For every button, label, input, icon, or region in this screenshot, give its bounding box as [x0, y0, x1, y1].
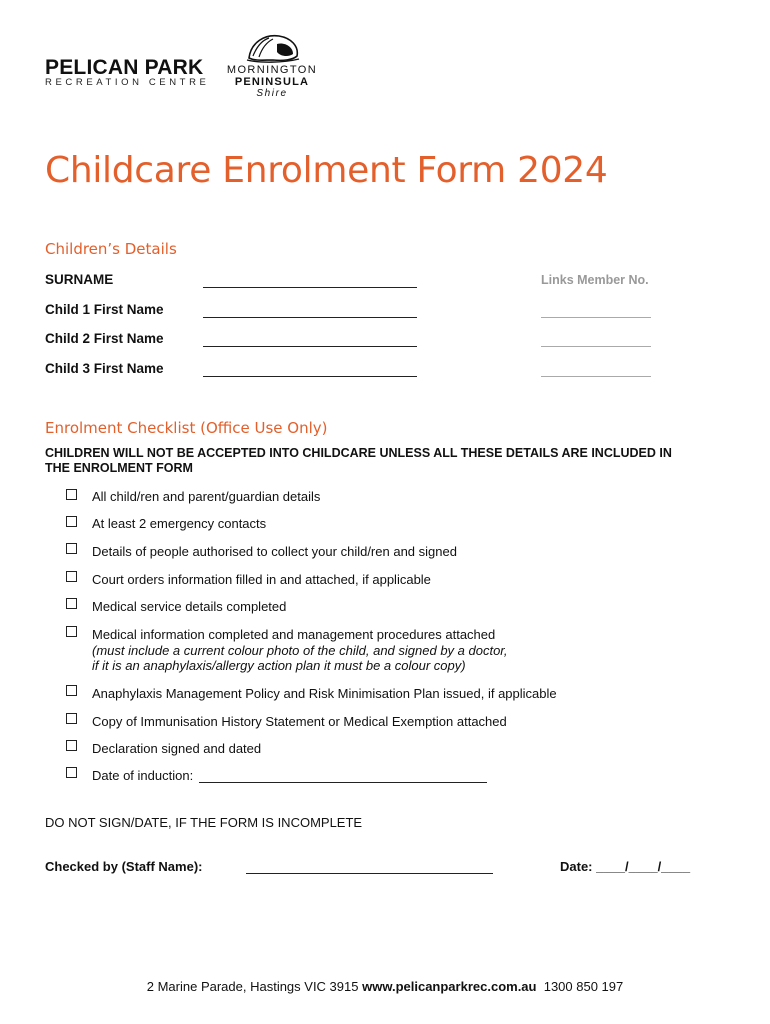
child3-member-no-field[interactable]: [541, 376, 651, 377]
checkbox-induction[interactable]: [66, 767, 77, 778]
induction-row: [92, 768, 487, 783]
checkbox-immunisation[interactable]: [66, 713, 77, 724]
checklist-item-label: At least 2 emergency contacts: [92, 516, 267, 531]
pelican-park-logo-subtitle: RECREATION CENTRE: [45, 77, 210, 88]
surname-field[interactable]: [203, 287, 417, 288]
checkbox-emergency-contacts[interactable]: [66, 516, 77, 527]
child2-first-name-label: Child 2 First Name: [45, 331, 164, 346]
checklist-item-label: All child/ren and parent/guardian details: [92, 489, 321, 504]
checkbox-declaration[interactable]: [66, 740, 77, 751]
checklist-heading: Enrolment Checklist (Office Use Only): [45, 419, 328, 437]
checklist-item-label: Date of induction:: [92, 768, 194, 783]
checklist-item-label: Medical service details completed: [92, 599, 287, 614]
staff-name-field[interactable]: [246, 873, 493, 874]
induction-date-field[interactable]: [199, 770, 487, 783]
footer: [0, 979, 770, 994]
checkbox-court-orders[interactable]: [66, 571, 77, 582]
links-member-label: Links Member No.: [541, 273, 649, 287]
shell-logo-icon: [243, 30, 303, 64]
checklist-item-label: Court orders information filled in and attached, if applicable: [92, 572, 431, 587]
footer-phone: 1300 850 197: [543, 979, 624, 994]
footer-website-link[interactable]: www.pelicanparkrec.com.au: [362, 979, 537, 994]
checklist-item-label: Copy of Immunisation History Statement or Medical Exemption attached: [92, 714, 507, 729]
footer-address: 2 Marine Parade, Hastings VIC 3915: [146, 979, 359, 994]
mornington-logo-line2: PENINSULA: [234, 76, 310, 88]
incomplete-notice: DO NOT SIGN/DATE, IF THE FORM IS INCOMPLETE: [45, 815, 363, 830]
page-title: Childcare Enrolment Form 2024: [45, 150, 608, 191]
child2-first-name-field[interactable]: [203, 346, 417, 347]
checklist-item-label: Declaration signed and dated: [92, 741, 262, 756]
child3-first-name-label: Child 3 First Name: [45, 361, 164, 376]
checkbox-parent-details[interactable]: [66, 489, 77, 500]
date-field[interactable]: Date: ____/____/____: [560, 859, 691, 874]
surname-label: SURNAME: [45, 272, 114, 287]
checklist-item-note: (must include a current colour photo of the child, and signed by a doctor,: [92, 643, 508, 658]
checkbox-medical-service[interactable]: [66, 598, 77, 609]
checklist-item-label: Medical information completed and management procedures attached: [92, 627, 496, 642]
child3-first-name-field[interactable]: [203, 376, 417, 377]
checklist-item-label: Anaphylaxis Management Policy and Risk Minimisation Plan issued, if applicable: [92, 686, 557, 701]
mornington-logo-line1: MORNINGTON: [226, 64, 318, 76]
checkbox-authorised-people[interactable]: [66, 543, 77, 554]
checklist-item-note: if it is an anaphylaxis/allergy action plan it must be a colour copy): [92, 658, 466, 673]
checked-by-label: Checked by (Staff Name):: [45, 859, 203, 874]
child1-first-name-field[interactable]: [203, 317, 417, 318]
child2-member-no-field[interactable]: [541, 346, 651, 347]
checkbox-medical-information[interactable]: [66, 626, 77, 637]
pelican-park-logo-title: PELICAN PARK: [45, 56, 204, 79]
checklist-warning: CHILDREN WILL NOT BE ACCEPTED INTO CHILDCARE UNLESS ALL THESE DETAILS ARE INCLUDED IN THE ENROLMENT FORM: [45, 446, 672, 475]
child1-first-name-label: Child 1 First Name: [45, 302, 164, 317]
children-details-heading: Children’s Details: [45, 240, 177, 258]
child1-member-no-field[interactable]: [541, 317, 651, 318]
mornington-logo-line3: Shire: [256, 88, 288, 99]
checkbox-anaphylaxis-policy[interactable]: [66, 685, 77, 696]
checklist-item-label: Details of people authorised to collect your child/ren and signed: [92, 544, 457, 559]
